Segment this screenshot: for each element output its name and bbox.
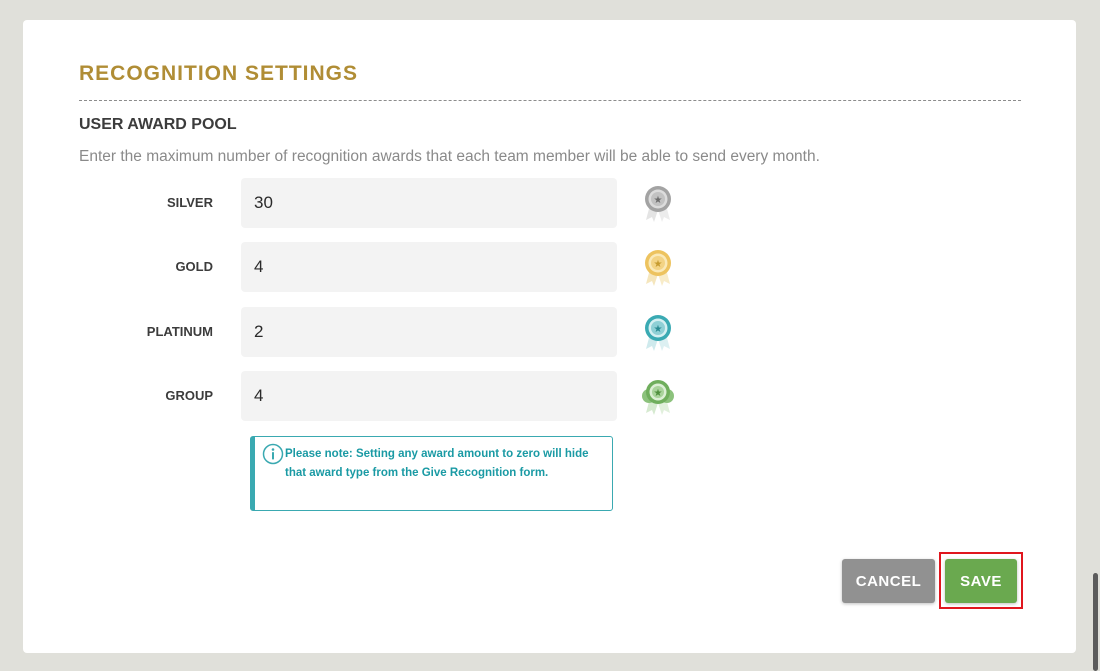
cancel-button[interactable]: CANCEL <box>842 559 935 603</box>
award-input-group[interactable] <box>241 371 617 421</box>
award-label-silver: SILVER <box>167 195 213 210</box>
section-title: USER AWARD POOL <box>79 116 237 133</box>
title-divider <box>79 100 1021 101</box>
award-label-gold: GOLD <box>175 259 213 274</box>
scrollbar-thumb[interactable] <box>1093 573 1098 671</box>
save-button[interactable]: SAVE <box>945 559 1017 603</box>
award-row-group <box>23 371 723 421</box>
award-input-gold[interactable] <box>241 242 617 292</box>
award-row-silver <box>23 178 723 228</box>
info-note <box>250 436 613 511</box>
silver-medal-icon <box>641 184 675 224</box>
section-description: Enter the maximum number of recognition awards that each team member will be able to send every month. <box>79 148 820 165</box>
gold-medal-icon <box>641 248 675 288</box>
award-row-gold <box>23 242 723 292</box>
award-input-silver[interactable] <box>241 178 617 228</box>
award-input-platinum[interactable] <box>241 307 617 357</box>
group-medal-icon <box>641 377 675 417</box>
svg-text:★: ★ <box>653 388 663 399</box>
svg-text:★: ★ <box>653 324 663 335</box>
svg-text:★: ★ <box>653 259 663 270</box>
settings-card <box>23 20 1076 653</box>
award-label-platinum: PLATINUM <box>146 324 213 339</box>
award-label-group: GROUP <box>165 388 213 403</box>
info-note-text: Please note: Setting any award amount to zero will hide that award type from the Give Recognition form. <box>285 448 589 479</box>
info-icon <box>262 443 284 465</box>
page-title: RECOGNITION SETTINGS <box>79 62 359 85</box>
award-row-platinum <box>23 307 723 357</box>
platinum-medal-icon <box>641 313 675 353</box>
svg-text:★: ★ <box>653 195 663 206</box>
